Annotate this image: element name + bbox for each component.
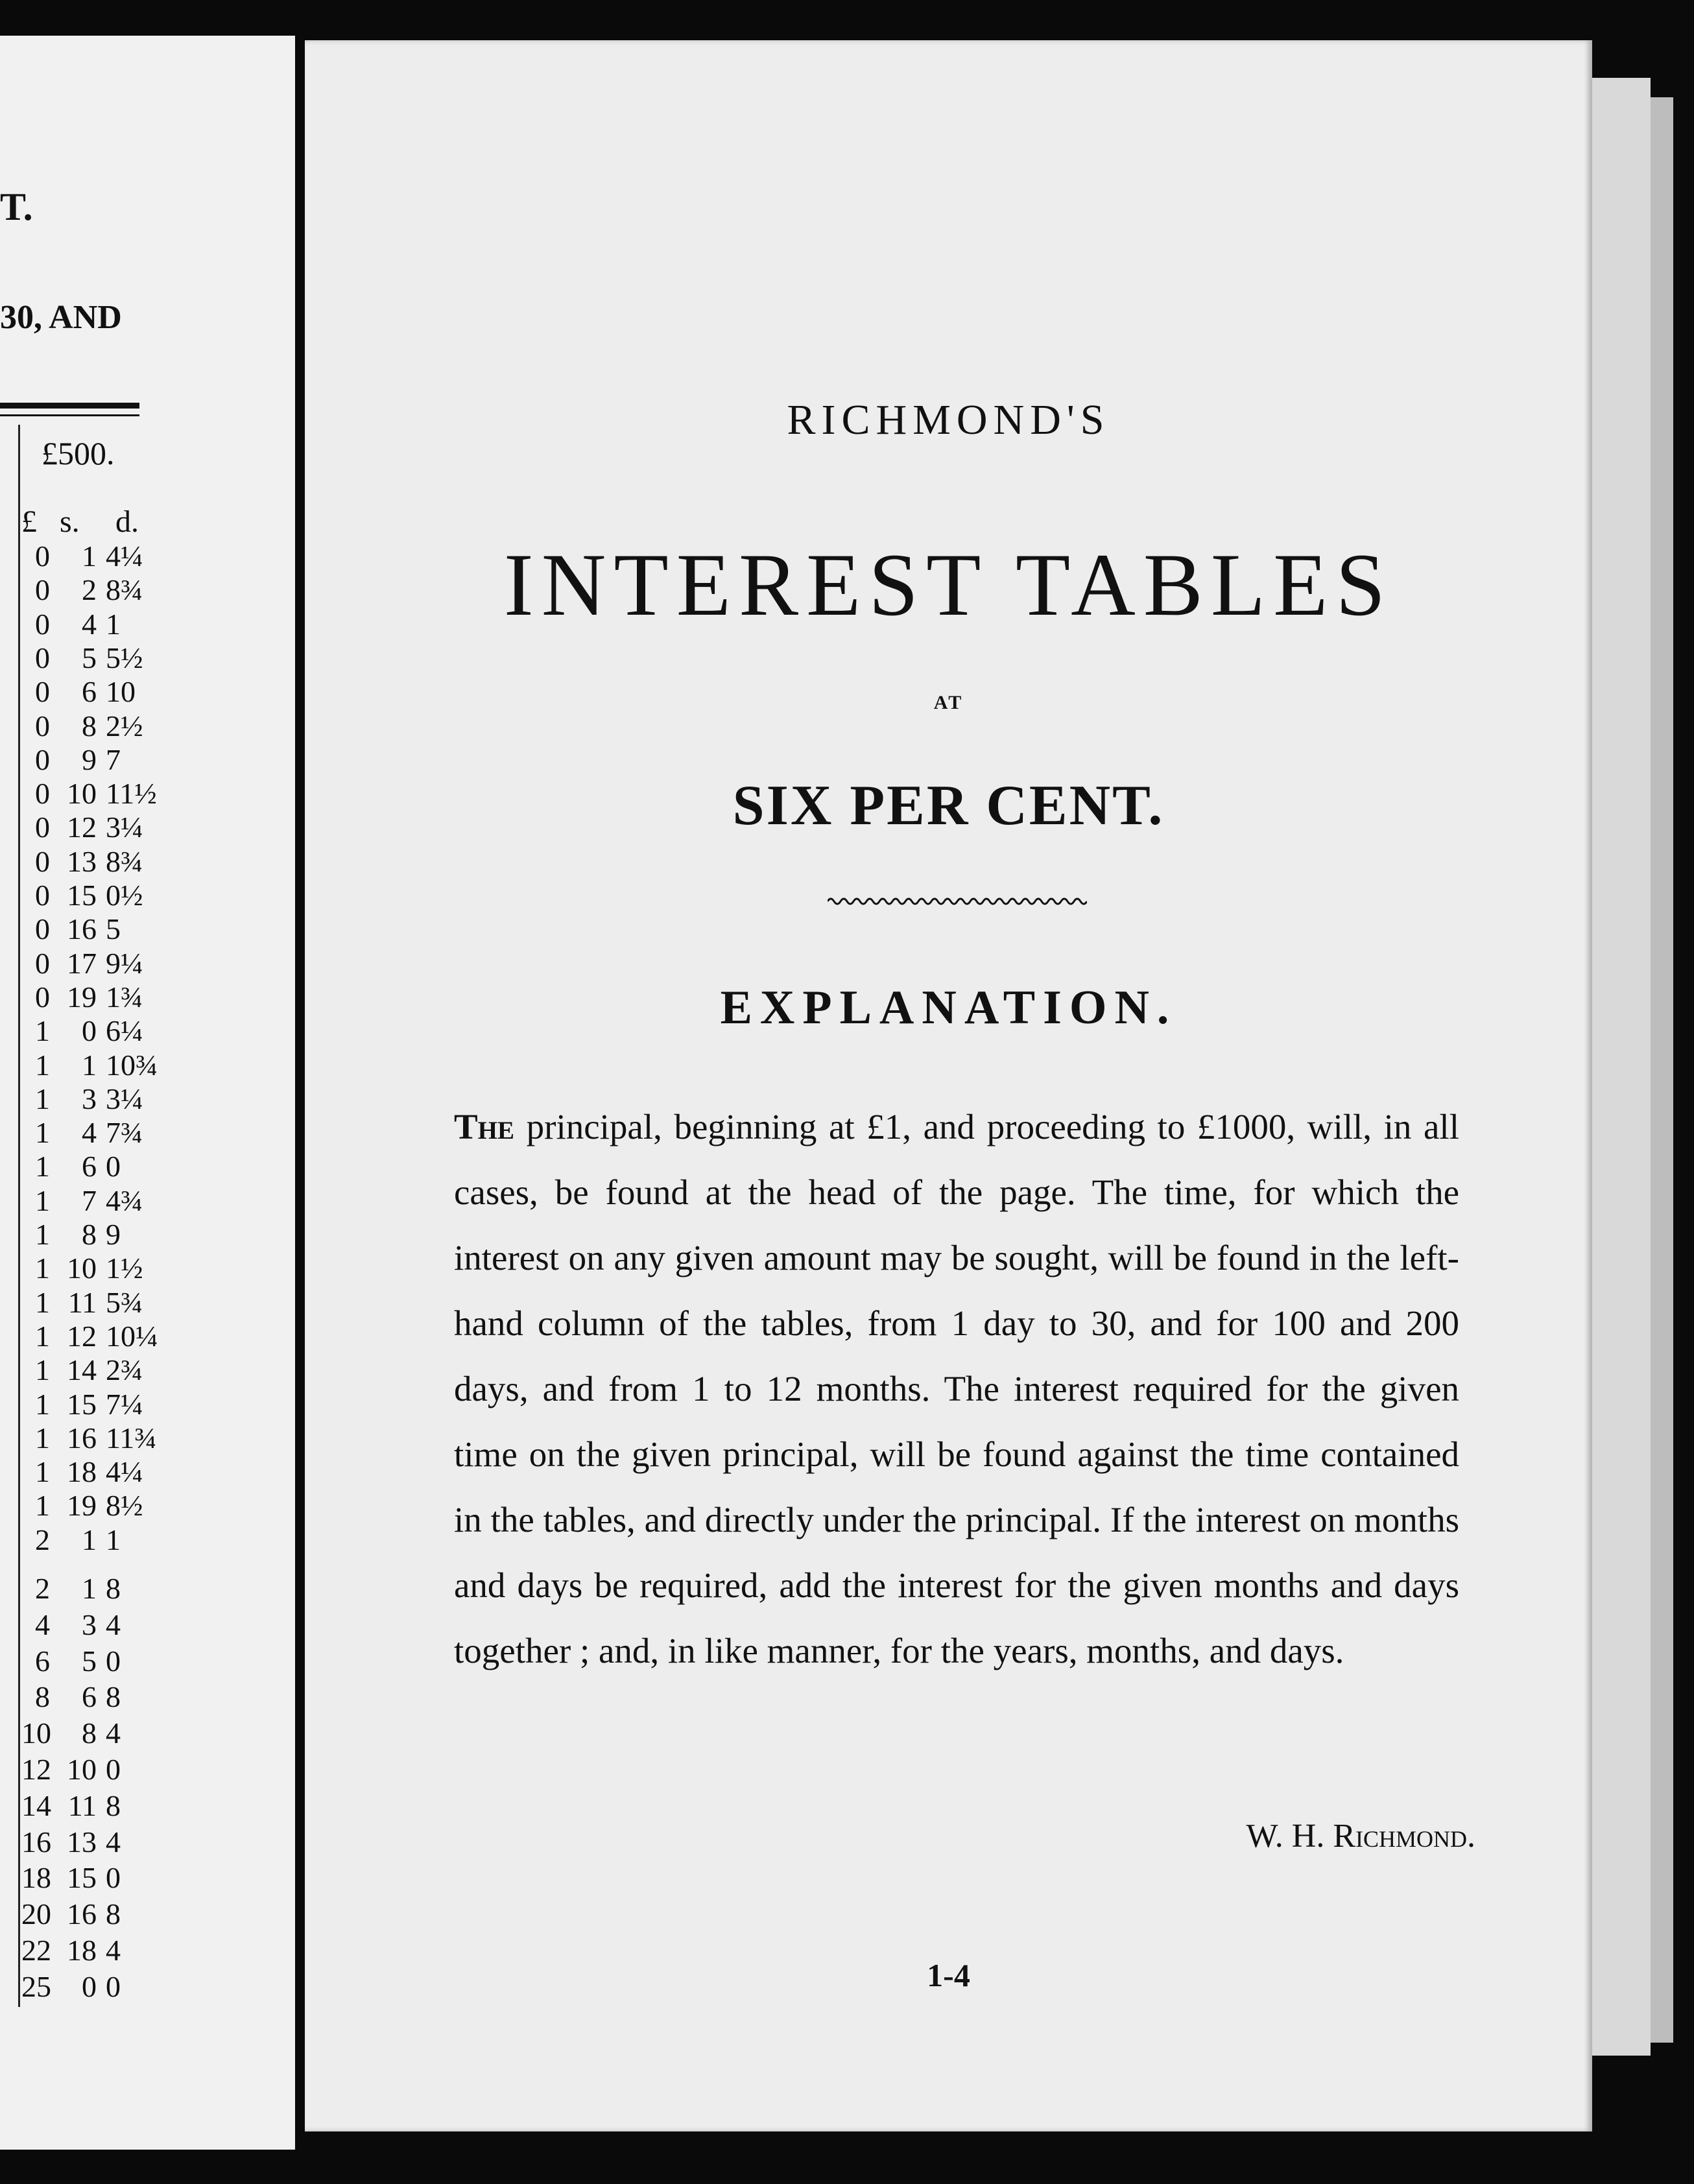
wavy-divider — [828, 894, 1087, 909]
pence-cell: 4 — [106, 1716, 121, 1750]
pounds-cell: 0 — [35, 742, 50, 776]
pence-cell: 9 — [106, 1218, 121, 1251]
paragraph-lead-word: The — [454, 1107, 515, 1146]
pence-cell: 8¾ — [106, 844, 143, 878]
table-row — [21, 1456, 171, 1488]
table-row — [21, 846, 171, 878]
left-page-column-divider — [18, 425, 20, 2007]
shillings-cell: 17 — [67, 946, 97, 980]
shillings-cell: 5 — [82, 641, 97, 674]
shillings-cell: 14 — [67, 1353, 97, 1387]
left-page-column-title: £500. — [42, 435, 115, 471]
shillings-cell: 1 — [82, 1572, 97, 1605]
pence-cell: 1 — [106, 607, 121, 641]
shillings-cell: 3 — [82, 1082, 97, 1115]
pence-cell: 4¼ — [106, 540, 143, 573]
shillings-cell: 15 — [67, 1387, 97, 1421]
shillings-cell: 8 — [82, 1218, 97, 1251]
table-row — [21, 1862, 171, 1894]
pounds-cell: 0 — [35, 540, 50, 573]
author-signature: W. H. Richmond. — [1246, 1818, 1475, 1855]
pounds-cell: 1 — [35, 1421, 50, 1454]
pence-cell: 10¾ — [106, 1048, 158, 1082]
pence-cell: 10¼ — [106, 1319, 158, 1353]
table-row — [21, 879, 171, 912]
shillings-cell: 19 — [67, 1489, 97, 1523]
shillings-cell: 8 — [82, 1716, 97, 1750]
left-page-rule-thin — [0, 414, 139, 416]
column-header-shillings: s. — [60, 504, 80, 539]
pence-cell: 5 — [106, 912, 121, 946]
pounds-cell: 1 — [35, 1319, 50, 1353]
pounds-cell: 1 — [35, 1455, 50, 1489]
shillings-cell: 18 — [67, 1934, 97, 1967]
pounds-cell: 1 — [35, 1387, 50, 1421]
pence-cell: 0 — [106, 1861, 121, 1895]
shillings-cell: 0 — [82, 1969, 97, 2003]
table-row — [21, 1083, 171, 1115]
explanation-paragraph — [454, 1094, 1459, 1683]
pounds-cell: 25 — [21, 1969, 51, 2003]
page-edge — [1592, 78, 1651, 2056]
pence-cell: 7¼ — [106, 1387, 143, 1421]
shillings-cell: 6 — [82, 1150, 97, 1183]
table-row — [21, 1790, 171, 1822]
shillings-cell: 7 — [82, 1183, 97, 1217]
pounds-cell: 16 — [21, 1825, 51, 1858]
shillings-cell: 6 — [82, 675, 97, 709]
pounds-cell: 1 — [35, 1252, 50, 1285]
pounds-cell: 1 — [35, 1489, 50, 1523]
pence-cell: 0 — [106, 1644, 121, 1678]
pounds-cell: 1 — [35, 1285, 50, 1319]
shillings-cell: 10 — [67, 1252, 97, 1285]
pounds-cell: 6 — [35, 1644, 50, 1678]
pence-cell: 9¼ — [106, 946, 143, 980]
left-page-heading-fragment: T. — [0, 185, 33, 228]
pounds-cell: 0 — [35, 641, 50, 674]
shillings-cell: 11 — [67, 1788, 97, 1822]
pence-cell: 8 — [106, 1680, 121, 1714]
table-row — [21, 1049, 171, 1082]
main-page — [305, 40, 1592, 2131]
page-number: 1-4 — [927, 1957, 970, 1993]
paragraph-body: principal, beginning at £1, and proceeding to £1000, will, in all cases, be found at the head of the page. The time, for which the interest on any given amount may be sought, will be found in the left-hand column of the tables, from 1 day to 30, and for 100 and 200 days, and from 1 to 12 months. The interest required for the given time on the given principal, will be found against the time contained in the tables, and directly under the principal. If the interest on months and days be required, add the interest for the given months and days together ; and, in like manner, for the years, months, and days. — [454, 1107, 1459, 1670]
shillings-cell: 4 — [82, 607, 97, 641]
pence-cell: 0½ — [106, 879, 143, 912]
table-row — [21, 1971, 171, 2003]
pounds-cell: 8 — [35, 1680, 50, 1714]
pounds-cell: 0 — [35, 844, 50, 878]
pence-cell: 8 — [106, 1572, 121, 1605]
pence-cell: 3¼ — [106, 1082, 143, 1115]
book-title-author: RICHMOND'S — [787, 396, 1110, 444]
table-row — [21, 1826, 171, 1858]
table-row — [21, 1934, 171, 1967]
table-row — [21, 981, 171, 1014]
column-header-pence: d. — [115, 504, 139, 539]
pounds-cell: 2 — [35, 1523, 50, 1556]
title-connector: AT — [933, 692, 964, 713]
table-row — [21, 710, 171, 742]
pence-cell: 0 — [106, 1753, 121, 1786]
table-row — [21, 1117, 171, 1149]
shillings-cell: 19 — [67, 980, 97, 1014]
pounds-cell: 0 — [35, 709, 50, 742]
table-row — [21, 1218, 171, 1251]
pence-cell: 7 — [106, 742, 121, 776]
table-row — [21, 574, 171, 606]
table-row — [21, 1524, 171, 1556]
table-row — [21, 1681, 171, 1713]
pence-cell: 5½ — [106, 641, 143, 674]
explanation-heading: EXPLANATION. — [720, 981, 1177, 1034]
pence-cell: 6¼ — [106, 1014, 143, 1048]
pounds-cell: 1 — [35, 1014, 50, 1048]
shillings-cell: 12 — [67, 811, 97, 844]
shillings-cell: 15 — [67, 879, 97, 912]
pounds-cell: 0 — [35, 912, 50, 946]
pence-cell: 0 — [106, 1969, 121, 2003]
pounds-cell: 4 — [35, 1608, 50, 1641]
left-page — [0, 36, 295, 2150]
pence-cell: 1½ — [106, 1252, 143, 1285]
pence-cell: 4¼ — [106, 1455, 143, 1489]
pounds-cell: 0 — [35, 777, 50, 811]
pounds-cell: 14 — [21, 1788, 51, 1822]
shillings-cell: 13 — [67, 1825, 97, 1858]
pounds-cell: 0 — [35, 675, 50, 709]
table-row — [21, 1422, 171, 1454]
shillings-cell: 3 — [82, 1608, 97, 1641]
pence-cell: 3¼ — [106, 811, 143, 844]
pounds-cell: 1 — [35, 1116, 50, 1150]
shillings-cell: 12 — [67, 1319, 97, 1353]
pence-cell: 8 — [106, 1897, 121, 1931]
table-row — [21, 1150, 171, 1183]
pounds-cell: 1 — [35, 1150, 50, 1183]
pence-cell: 0 — [106, 1150, 121, 1183]
pence-cell: 8¾ — [106, 573, 143, 607]
column-header-pounds: £ — [21, 504, 37, 539]
table-row — [21, 1015, 171, 1047]
left-page-subheading-fragment: 30, AND — [0, 299, 122, 336]
table-row — [21, 947, 171, 980]
pounds-cell: 20 — [21, 1897, 51, 1931]
pence-cell: 10 — [106, 675, 136, 709]
table-row — [21, 1490, 171, 1522]
table-row — [21, 913, 171, 945]
shillings-cell: 2 — [82, 573, 97, 607]
pence-cell: 7¾ — [106, 1116, 143, 1150]
shillings-cell: 1 — [82, 540, 97, 573]
pounds-cell: 18 — [21, 1861, 51, 1895]
left-page-rule-thick — [0, 403, 139, 409]
table-row — [21, 1753, 171, 1786]
table-row — [21, 744, 171, 776]
page-edge-shadow — [1651, 97, 1673, 2043]
shillings-cell: 8 — [82, 709, 97, 742]
shillings-cell: 5 — [82, 1644, 97, 1678]
pence-cell: 11¾ — [106, 1421, 157, 1454]
pounds-cell: 0 — [35, 879, 50, 912]
table-row — [21, 1609, 171, 1641]
shillings-cell: 1 — [82, 1048, 97, 1082]
pence-cell: 2½ — [106, 709, 143, 742]
table-row — [21, 608, 171, 641]
table-row — [21, 1388, 171, 1421]
table-row — [21, 540, 171, 573]
shillings-cell: 15 — [67, 1861, 97, 1895]
table-row — [21, 1185, 171, 1217]
pounds-cell: 12 — [21, 1753, 51, 1786]
pounds-cell: 1 — [35, 1353, 50, 1387]
pounds-cell: 10 — [21, 1716, 51, 1750]
pence-cell: 2¾ — [106, 1353, 143, 1387]
shillings-cell: 10 — [67, 777, 97, 811]
pence-cell: 8 — [106, 1788, 121, 1822]
pence-cell: 11½ — [106, 777, 157, 811]
pounds-cell: 1 — [35, 1218, 50, 1251]
table-row — [21, 676, 171, 708]
book-title: INTEREST TABLES — [503, 535, 1394, 634]
pounds-cell: 0 — [35, 811, 50, 844]
pence-cell: 1¾ — [106, 980, 143, 1014]
pence-cell: 4 — [106, 1934, 121, 1967]
pounds-cell: 1 — [35, 1183, 50, 1217]
pence-cell: 8½ — [106, 1489, 143, 1523]
shillings-cell: 6 — [82, 1680, 97, 1714]
shillings-cell: 1 — [82, 1523, 97, 1556]
pounds-cell: 1 — [35, 1048, 50, 1082]
table-row — [21, 1898, 171, 1930]
pounds-cell: 0 — [35, 573, 50, 607]
pounds-cell: 22 — [21, 1934, 51, 1967]
interest-rate-title: SIX PER CENT. — [732, 774, 1165, 837]
table-row — [21, 1717, 171, 1750]
shillings-cell: 9 — [82, 742, 97, 776]
table-row — [21, 1320, 171, 1353]
table-row — [21, 1645, 171, 1678]
pence-cell: 5¾ — [106, 1285, 143, 1319]
pence-cell: 4¾ — [106, 1183, 143, 1217]
shillings-cell: 16 — [67, 912, 97, 946]
table-row — [21, 642, 171, 674]
table-row — [21, 1573, 171, 1605]
pounds-cell: 1 — [35, 1082, 50, 1115]
shillings-cell: 16 — [67, 1897, 97, 1931]
shillings-cell: 11 — [67, 1285, 97, 1319]
pence-cell: 4 — [106, 1825, 121, 1858]
shillings-cell: 4 — [82, 1116, 97, 1150]
pence-cell: 1 — [106, 1523, 121, 1556]
table-row — [21, 1354, 171, 1386]
pounds-cell: 2 — [35, 1572, 50, 1605]
shillings-cell: 10 — [67, 1753, 97, 1786]
table-row — [21, 1287, 171, 1319]
pounds-cell: 0 — [35, 607, 50, 641]
shillings-cell: 16 — [67, 1421, 97, 1454]
shillings-cell: 13 — [67, 844, 97, 878]
table-row — [21, 811, 171, 844]
pounds-cell: 0 — [35, 980, 50, 1014]
shillings-cell: 0 — [82, 1014, 97, 1048]
table-row — [21, 1252, 171, 1285]
pounds-cell: 0 — [35, 946, 50, 980]
pence-cell: 4 — [106, 1608, 121, 1641]
shillings-cell: 18 — [67, 1455, 97, 1489]
table-row — [21, 777, 171, 810]
